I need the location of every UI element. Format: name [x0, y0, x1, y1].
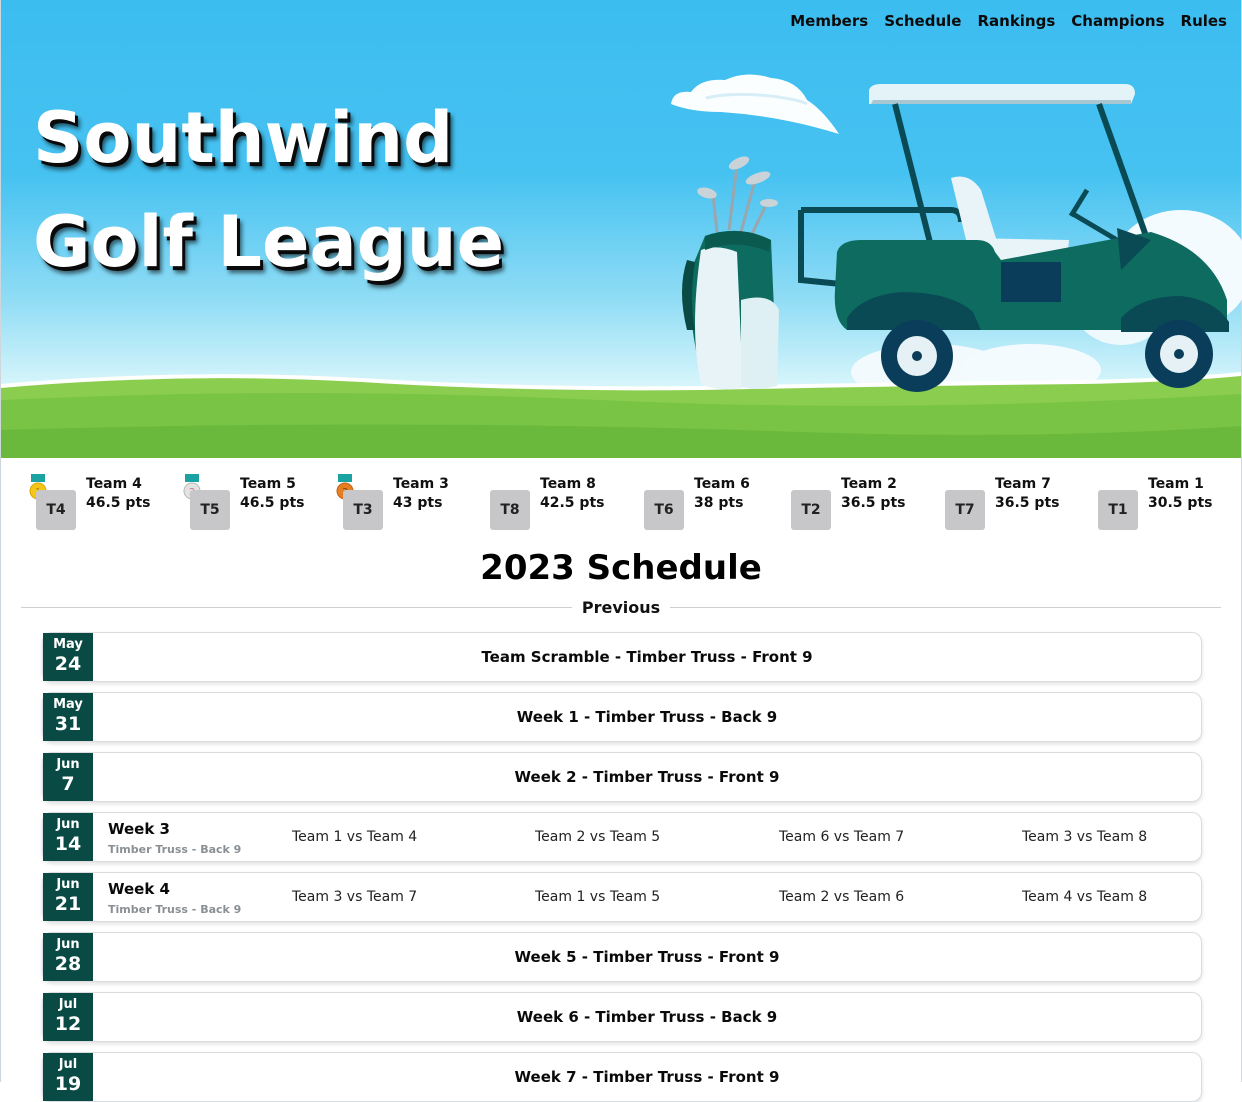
team-badge: T2 [791, 490, 831, 530]
team-points: 43 pts [393, 495, 443, 511]
matchup: Team 2 vs Team 6 [779, 889, 905, 905]
team-points: 42.5 pts [540, 495, 605, 511]
team-points: 30.5 pts [1148, 495, 1213, 511]
event-date [43, 813, 93, 861]
team-points: 46.5 pts [86, 495, 151, 511]
event-label: Week 6 - Timber Truss - Back 9 [516, 1008, 778, 1026]
matchup: Team 4 vs Team 8 [1022, 889, 1148, 905]
event-month: Jun [56, 757, 80, 772]
site-title [33, 86, 504, 294]
event-course: Timber Truss - Back 9 [108, 843, 242, 856]
team-name: Team 7 [995, 476, 1051, 492]
team-name: Team 6 [694, 476, 750, 492]
team-points: 36.5 pts [841, 495, 906, 511]
event-day: 19 [54, 1073, 82, 1095]
golf-bag-illustration [682, 154, 779, 390]
matchup: Team 3 vs Team 7 [292, 889, 418, 905]
schedule-event[interactable] [42, 632, 1202, 682]
schedule-event[interactable] [42, 992, 1202, 1042]
event-week: Week 3 [108, 820, 170, 838]
ranking-item[interactable] [1090, 474, 1240, 524]
ranking-item[interactable] [783, 474, 933, 524]
event-day: 24 [54, 653, 82, 675]
event-day: 28 [54, 953, 82, 975]
nav-members-link[interactable]: Members [790, 12, 869, 30]
ranking-item[interactable] [937, 474, 1087, 524]
team-points: 36.5 pts [995, 495, 1060, 511]
hero-banner [1, 0, 1241, 458]
ranking-item[interactable] [636, 474, 786, 524]
schedule-event[interactable] [42, 932, 1202, 982]
event-date [43, 633, 93, 681]
matchup: Team 2 vs Team 5 [535, 829, 661, 845]
divider-label [1, 598, 1241, 617]
team-badge: T8 [490, 490, 530, 530]
schedule-event[interactable] [42, 1052, 1202, 1102]
team-name: Team 5 [240, 476, 296, 492]
matchup: Team 1 vs Team 5 [535, 889, 661, 905]
event-label: Team Scramble - Timber Truss - Front 9 [481, 648, 813, 666]
team-name: Team 3 [393, 476, 449, 492]
team-name: Team 4 [86, 476, 142, 492]
schedule-title: 2023 Schedule [480, 548, 762, 588]
team-badge: T7 [945, 490, 985, 530]
ranking-item[interactable] [482, 474, 632, 524]
event-label: Week 7 - Timber Truss - Front 9 [514, 1068, 780, 1086]
event-date [43, 933, 93, 981]
site-title-line2: Golf League [33, 201, 505, 283]
event-month: Jul [58, 997, 78, 1012]
ranking-item[interactable] [182, 474, 332, 524]
event-month: Jun [56, 937, 80, 952]
event-date [43, 693, 93, 741]
site-title-line1: Southwind [33, 97, 454, 179]
nav-champions-link[interactable]: Champions [1071, 12, 1165, 30]
event-day: 21 [54, 893, 82, 915]
team-badge: T1 [1098, 490, 1138, 530]
nav-schedule-link[interactable]: Schedule [884, 12, 962, 30]
event-day: 14 [54, 833, 82, 855]
ranking-item[interactable] [28, 474, 178, 524]
matchup: Team 6 vs Team 7 [779, 829, 905, 845]
event-day: 7 [61, 773, 75, 795]
nav-rankings-link[interactable]: Rankings [977, 12, 1056, 30]
team-name: Team 8 [540, 476, 596, 492]
event-month: Jul [58, 1057, 78, 1072]
event-date [43, 873, 93, 921]
grass-hill [1, 372, 1241, 458]
team-name: Team 1 [1148, 476, 1204, 492]
main-nav [790, 12, 1227, 30]
event-month: May [53, 697, 83, 712]
event-week: Week 4 [108, 880, 170, 898]
team-badge: T3 [343, 490, 383, 530]
event-label: Week 2 - Timber Truss - Front 9 [514, 768, 780, 786]
nav-rules-link[interactable]: Rules [1180, 12, 1227, 30]
event-label: Week 5 - Timber Truss - Front 9 [514, 948, 780, 966]
event-course: Timber Truss - Back 9 [108, 903, 242, 916]
team-points: 38 pts [694, 495, 744, 511]
team-badge: T5 [190, 490, 230, 530]
event-month: Jun [56, 817, 80, 832]
rankings-strip [1, 458, 1241, 534]
event-date [43, 753, 93, 801]
matchup: Team 1 vs Team 4 [292, 829, 418, 845]
matchup: Team 3 vs Team 8 [1022, 829, 1148, 845]
team-badge: T4 [36, 490, 76, 530]
schedule-event[interactable] [42, 692, 1202, 742]
event-date [43, 1053, 93, 1101]
team-name: Team 2 [841, 476, 897, 492]
event-month: May [53, 637, 83, 652]
event-month: Jun [56, 877, 80, 892]
schedule-event[interactable] [42, 872, 1202, 922]
event-label: Week 1 - Timber Truss - Back 9 [516, 708, 778, 726]
team-points: 46.5 pts [240, 495, 305, 511]
event-day: 12 [54, 1013, 82, 1035]
ranking-item[interactable] [335, 474, 485, 524]
schedule-event[interactable] [42, 812, 1202, 862]
event-date [43, 993, 93, 1041]
previous-label: Previous [572, 598, 670, 617]
schedule-event[interactable] [42, 752, 1202, 802]
team-badge: T6 [644, 490, 684, 530]
event-day: 31 [54, 713, 82, 735]
